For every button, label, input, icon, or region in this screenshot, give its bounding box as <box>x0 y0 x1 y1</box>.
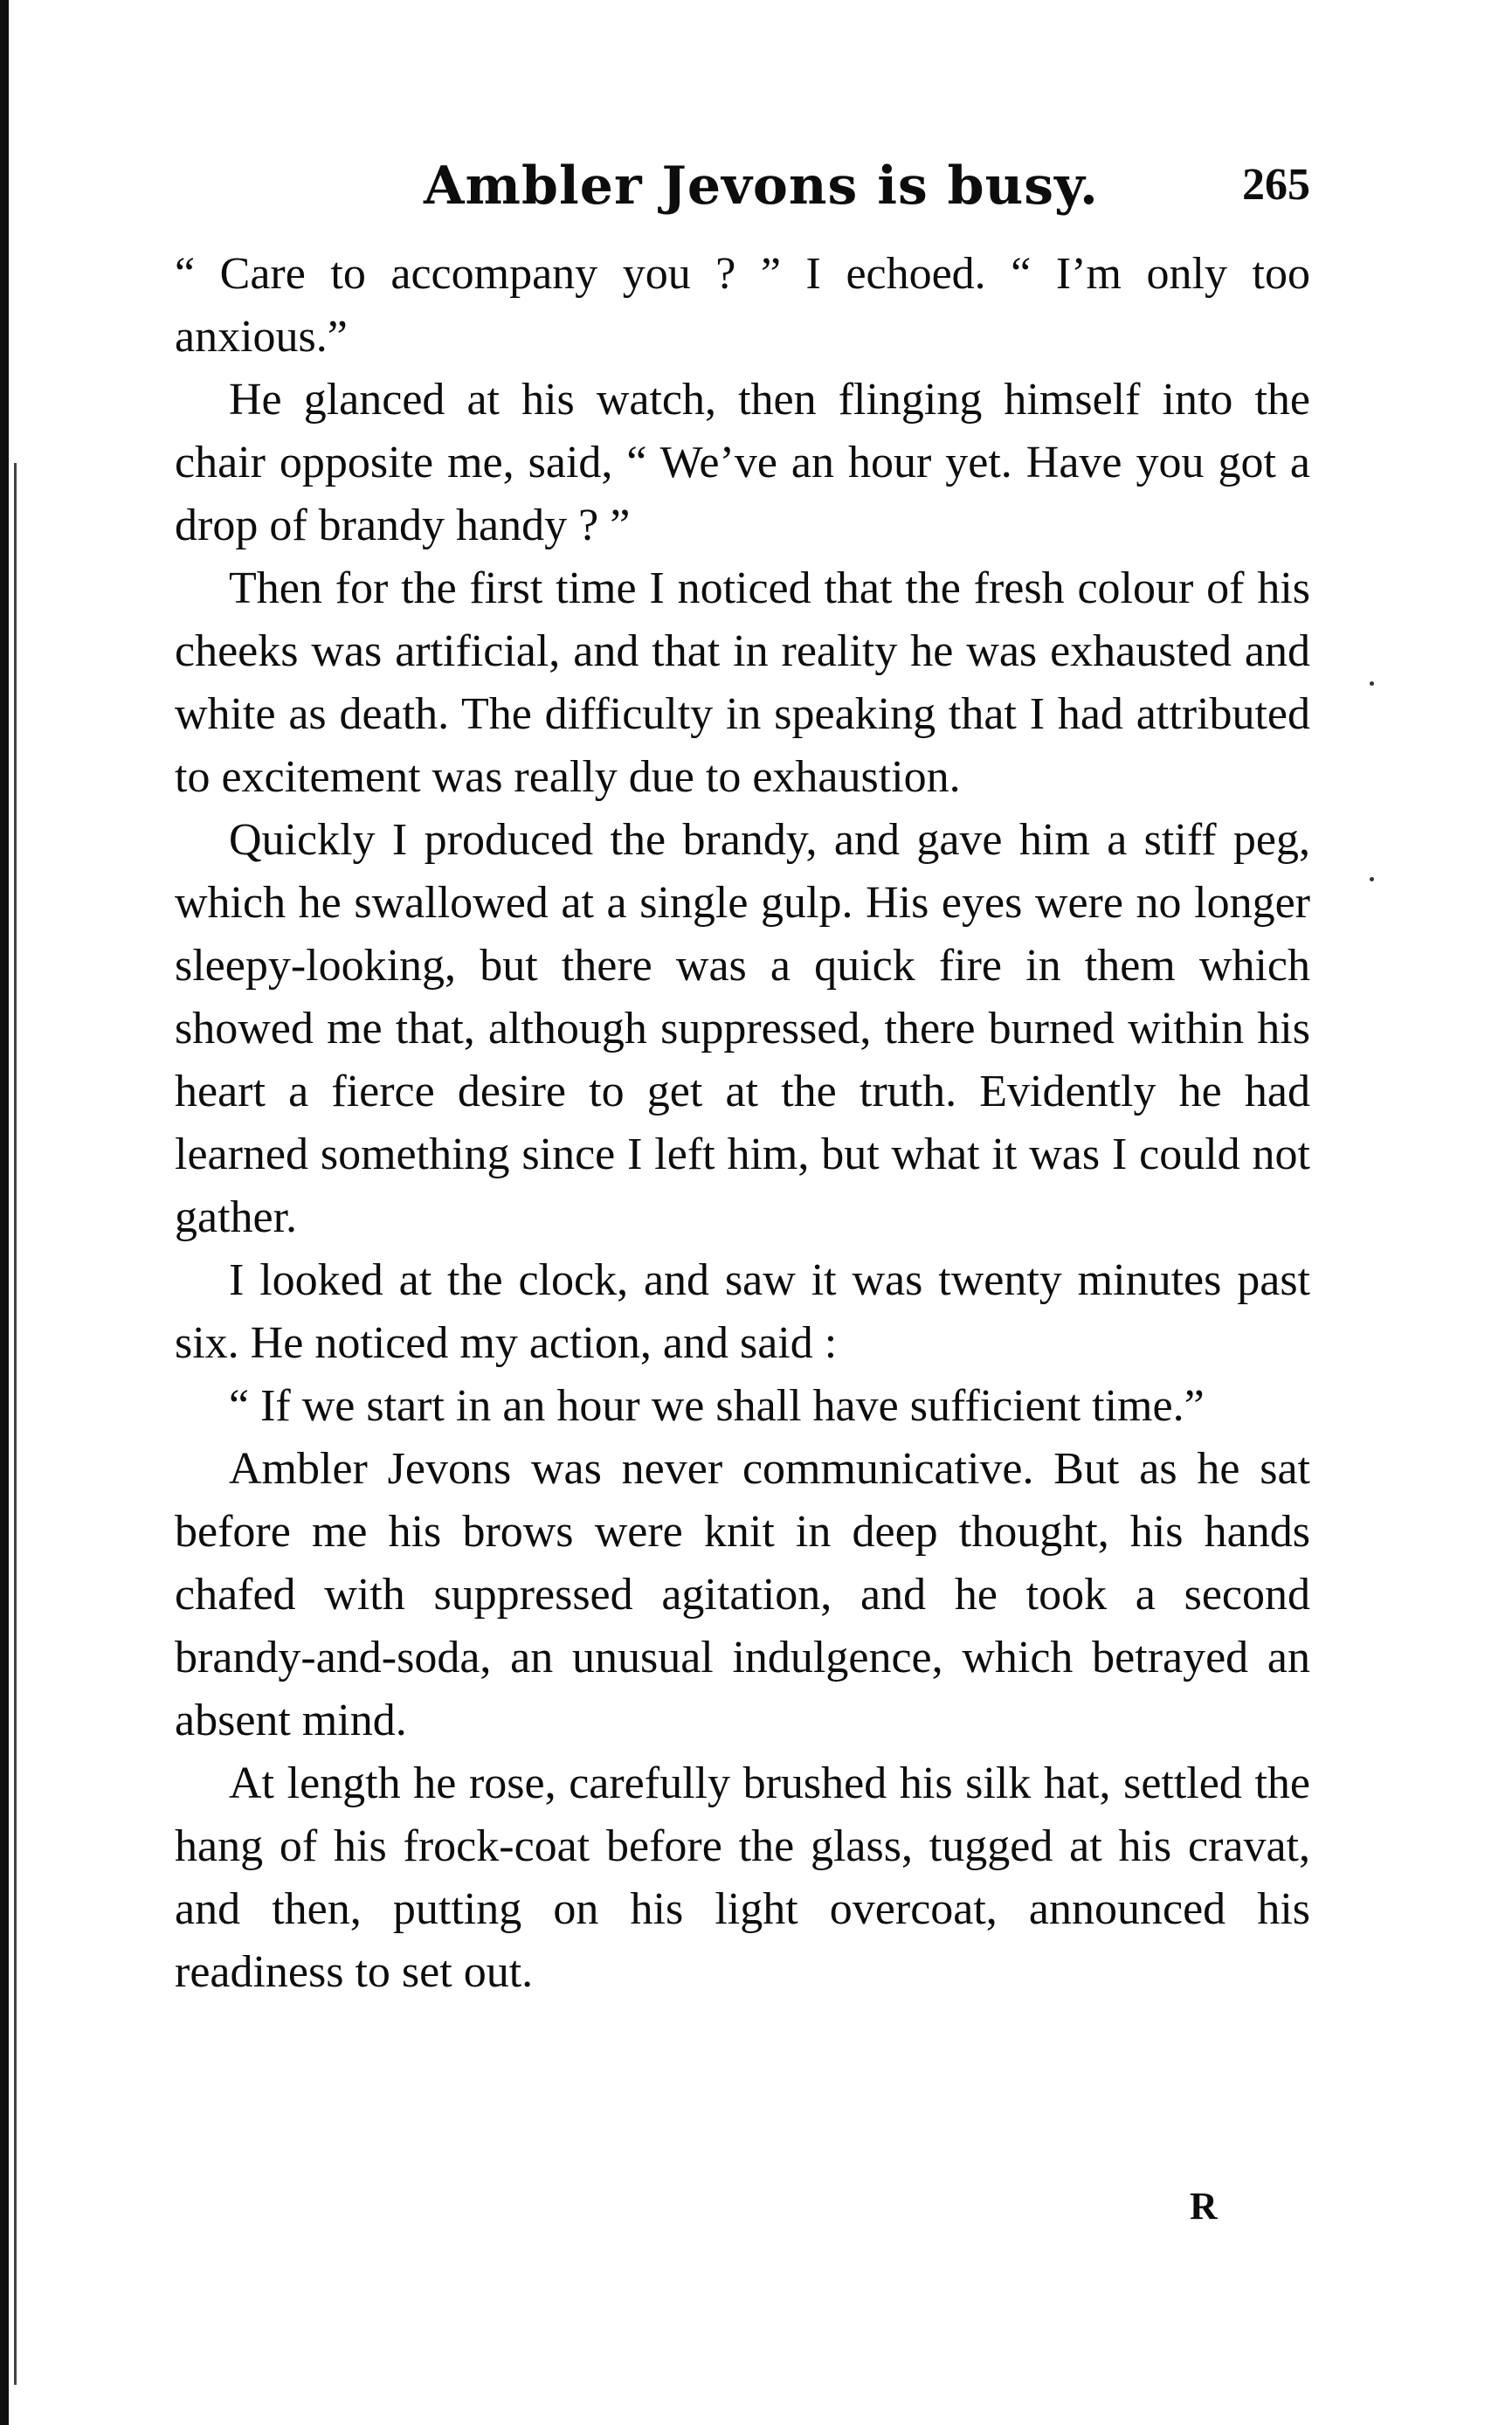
signature-mark: R <box>1190 2185 1218 2228</box>
running-head <box>175 155 1310 234</box>
running-title: Ambler Jevons is busy. <box>424 155 1099 217</box>
paragraph: He glanced at his watch, then flinging himself into the chair opposite me, said, “ We’ve an hour yet. Have you got a drop of brandy handy ? ” <box>175 375 1310 550</box>
paragraph: Then for the first time I noticed that the fresh colour of his cheeks was artificial, and that in reality he was exhausted and white as death. The difficulty in speaking that I had attributed to excitement was really due to exhaustion. <box>175 563 1310 802</box>
paper-speck <box>1370 877 1374 881</box>
paper-speck <box>1370 681 1374 686</box>
paragraph: “ If we start in an hour we shall have sufficient time.” <box>229 1381 1205 1431</box>
page-binding-edge <box>0 0 9 2425</box>
paragraph: Quickly I produced the brandy, and gave him a stiff peg, which he swallowed at a single gulp. His eyes were no longer sleepy-looking, but there was a quick fire in them which showed me that, although suppressed, there burned within his heart a fierce desire to get at the truth. Evidently he had learned something since I left him, but what it was I could not gather. <box>175 815 1310 1242</box>
paragraph: “ Care to accompany you ? ” I echoed. “ I’m only too anxious.” <box>175 249 1310 362</box>
paragraph: I looked at the clock, and saw it was twenty minutes past six. He noticed my action, and said : <box>175 1255 1310 1368</box>
paragraph: Ambler Jevons was never communicative. But as he sat before me his brows were knit in deep thought, his hands chafed with suppressed agitation, and he took a second brandy-and-soda, an unusual indulgence, which betrayed an absent mind. <box>175 1444 1310 1745</box>
page-number: 265 <box>1242 160 1310 210</box>
body-text <box>175 243 1310 2004</box>
paragraph: At length he rose, carefully brushed his silk hat, settled the hang of his frock-coat before the glass, tugged at his cravat, and then, putting on his light overcoat, announced his readiness to set out. <box>175 1758 1310 1997</box>
page-binding-shadow <box>14 463 17 2385</box>
